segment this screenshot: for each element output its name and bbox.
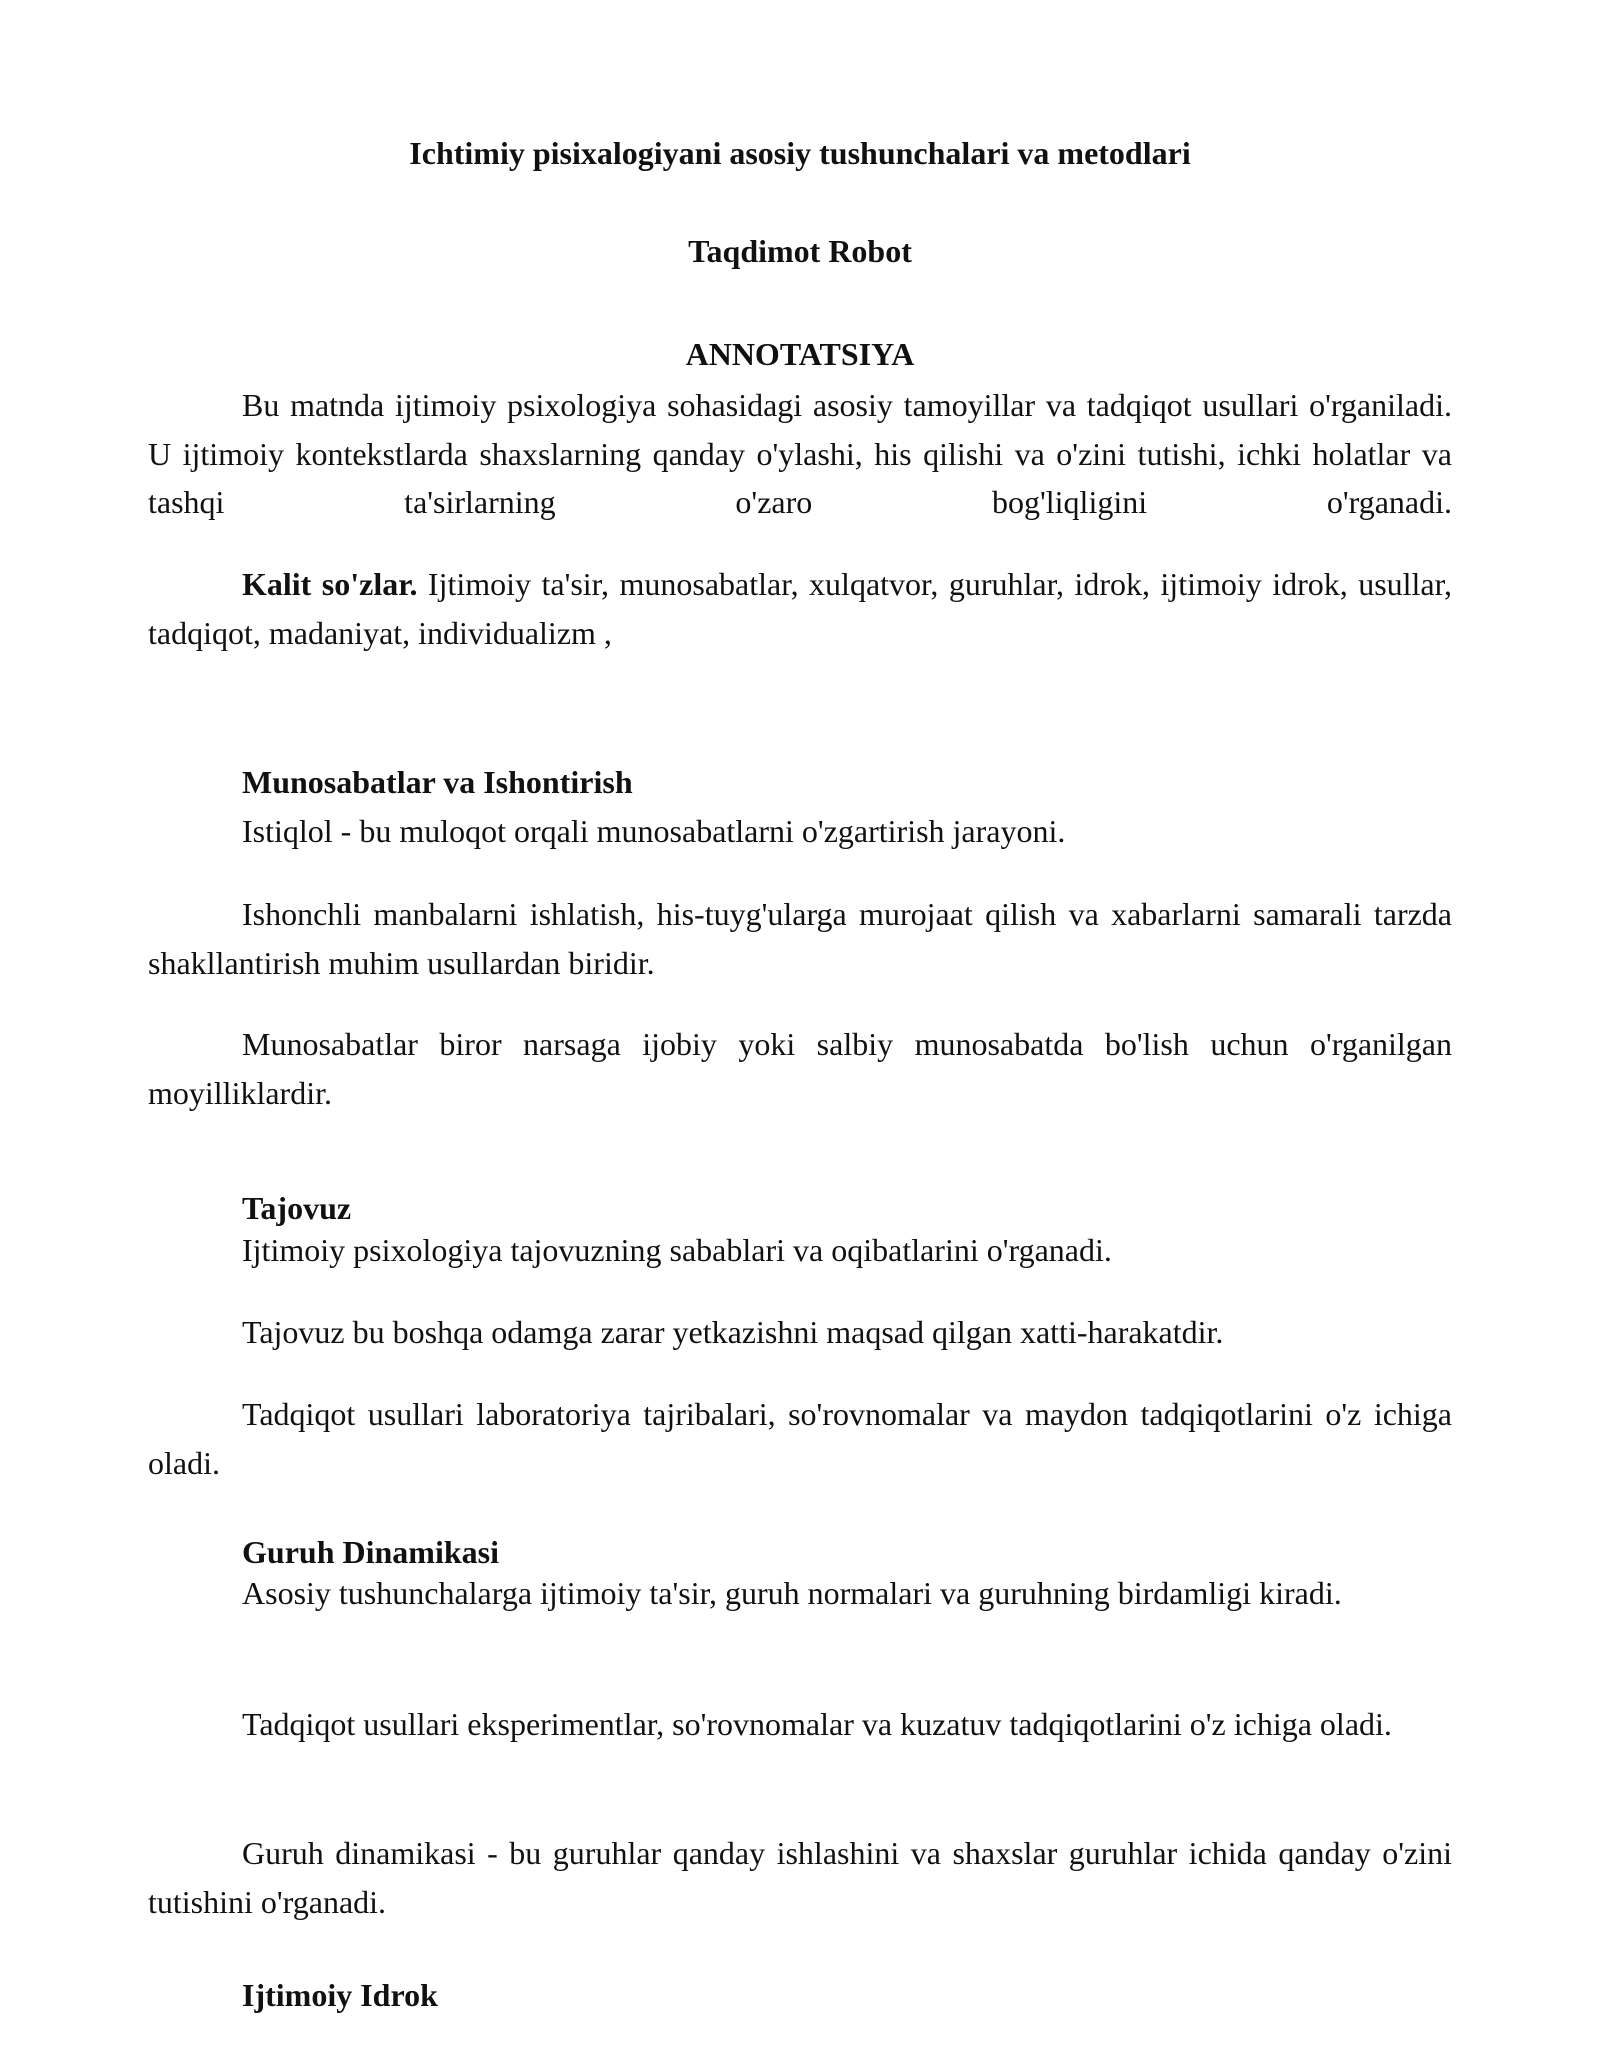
- section-paragraph: Tadqiqot usullari eksperimentlar, so'rovnomalar va kuzatuv tadqiqotlarini o'z ichiga oladi.: [242, 1706, 1392, 1742]
- section-heading-ijtimoiy-idrok: Ijtimoiy Idrok: [242, 1977, 438, 2013]
- document-title: Ichtimiy pisixalogiyani asosiy tushunchalari va metodlari: [409, 135, 1191, 171]
- section-paragraph: Asosiy tushunchalarga ijtimoiy ta'sir, guruh normalari va guruhning birdamligi kiradi.: [242, 1575, 1342, 1611]
- annotation-heading: ANNOTATSIYA: [685, 336, 915, 372]
- section-paragraph: Munosabatlar biror narsaga ijobiy yoki salbiy munosabatda bo'lish uchun o'rganilgan moyilliklardir.: [148, 1026, 1452, 1111]
- keywords-paragraph: [148, 560, 1452, 657]
- section-paragraph: Istiqlol - bu muloqot orqali munosabatlarni o'zgartirish jarayoni.: [242, 813, 1066, 849]
- section-paragraph: Guruh dinamikasi - bu guruhlar qanday ishlashini va shaxslar guruhlar ichida qanday o'zini tutishini o'rganadi.: [148, 1835, 1452, 1920]
- annotation-paragraph: Bu matnda ijtimoiy psixologiya sohasidagi asosiy tamoyillar va tadqiqot usullari o'rganiladi. U ijtimoiy kontekstlarda shaxslarning qanday o'ylashi, his qilishi va o'zini tutishi, ichki holatlar va tashqi ta'sirlarning o'zaro bog'liqligini o'rganadi.: [148, 387, 1452, 520]
- section-heading-tajovuz: Tajovuz: [242, 1190, 352, 1226]
- section-heading-guruh-dinamikasi: Guruh Dinamikasi: [242, 1534, 499, 1570]
- keywords-label: Kalit so'zlar.: [242, 566, 418, 602]
- section-paragraph: Ishonchli manbalarni ishlatish, his-tuyg'ularga murojaat qilish va xabarlarni samarali tarzda shakllantirish muhim usullardan biridir.: [148, 896, 1452, 981]
- keywords-text: Ijtimoiy ta'sir, munosabatlar, xulqatvor, guruhlar, idrok, ijtimoiy idrok, usullar, tadqiqot, madaniyat, individualizm ,: [148, 566, 1453, 651]
- section-paragraph: Tajovuz bu boshqa odamga zarar yetkazishni maqsad qilgan xatti-harakatdir.: [242, 1314, 1224, 1350]
- section-paragraph: Tadqiqot usullari laboratoriya tajribalari, so'rovnomalar va maydon tadqiqotlarini o'z ichiga oladi.: [148, 1396, 1452, 1481]
- section-paragraph: Ijtimoiy psixologiya tajovuzning sabablari va oqibatlarini o'rganadi.: [242, 1232, 1112, 1268]
- document-author: Taqdimot Robot: [688, 233, 912, 269]
- section-heading-munosabatlar: Munosabatlar va Ishontirish: [242, 764, 633, 800]
